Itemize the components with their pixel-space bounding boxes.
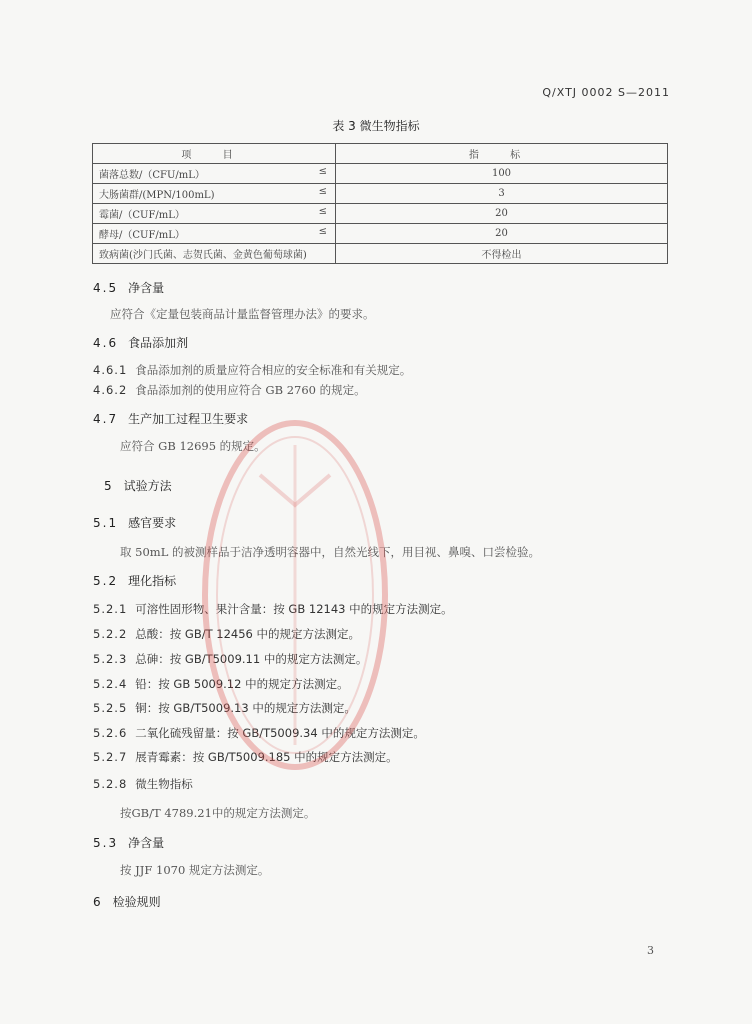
paragraph-4-5: 应符合《定量包装商品计量监督管理办法》的要求。 — [110, 307, 375, 321]
clause-5-2-4: 5.2.4 铅：按 GB 5009.12 中的规定方法测定。 — [93, 677, 349, 691]
table-row — [93, 184, 668, 204]
heading-6: 6 检验规则 — [93, 895, 161, 909]
paragraph-4-7: 应符合 GB 12695 的规定。 — [120, 439, 266, 453]
heading-5-2: 5.2 理化指标 — [93, 574, 177, 588]
clause-5-2-8: 5.2.8 微生物指标 — [93, 777, 193, 791]
table-row — [93, 204, 668, 224]
heading-4-7: 4.7 生产加工过程卫生要求 — [93, 412, 249, 426]
header-value: 指 标 — [336, 144, 668, 164]
clause-5-2-6: 5.2.6 二氧化硫残留量：按 GB/T5009.34 中的规定方法测定。 — [93, 726, 425, 740]
clause-5-2-2: 5.2.2 总酸：按 GB/T 12456 中的规定方法测定。 — [93, 627, 361, 641]
clause-5-2-1: 5.2.1 可溶性固形物、果汁含量：按 GB 12143 中的规定方法测定。 — [93, 602, 453, 616]
paragraph-5-3: 按 JJF 1070 规定方法测定。 — [120, 863, 270, 877]
clause-5-2-7: 5.2.7 展青霉素：按 GB/T5009.185 中的规定方法测定。 — [93, 750, 398, 764]
row-value: 3 — [336, 184, 668, 204]
heading-5: 5 试验方法 — [104, 479, 172, 493]
table-row — [93, 224, 668, 244]
clause-5-2-5: 5.2.5 铜：按 GB/T5009.13 中的规定方法测定。 — [93, 701, 356, 715]
clause-4-6-1: 4.6.1 食品添加剂的质量应符合相应的安全标准和有关规定。 — [93, 363, 412, 377]
microbiology-table — [92, 143, 668, 264]
row-value: 20 — [336, 224, 668, 244]
heading-5-1: 5.1 感官要求 — [93, 516, 177, 530]
table-row — [93, 244, 668, 264]
table-header-row — [93, 144, 668, 164]
row-item: 大肠菌群/(MPN/100mL) ≤ — [93, 184, 336, 204]
row-item: 致病菌(沙门氏菌、志贺氏菌、金黄色葡萄球菌) — [93, 244, 336, 264]
paragraph-5-1: 取 50mL 的被测样品于洁净透明容器中，自然光线下，用目视、鼻嗅、口尝检验。 — [120, 545, 540, 559]
row-item: 酵母/（CUF/mL） ≤ — [93, 224, 336, 244]
table-row — [93, 164, 668, 184]
page-number: 3 — [647, 944, 654, 957]
row-value: 不得检出 — [336, 244, 668, 264]
row-item: 菌落总数/（CFU/mL） ≤ — [93, 164, 336, 184]
heading-4-6: 4.6 食品添加剂 — [93, 336, 189, 350]
table-title: 表 3 微生物指标 — [332, 119, 420, 133]
row-value: 100 — [336, 164, 668, 184]
row-value: 20 — [336, 204, 668, 224]
header-item: 项 目 — [93, 144, 336, 164]
heading-5-3: 5.3 净含量 — [93, 836, 165, 850]
clause-5-2-3: 5.2.3 总砷：按 GB/T5009.11 中的规定方法测定。 — [93, 652, 368, 666]
clause-4-6-2: 4.6.2 食品添加剂的使用应符合 GB 2760 的规定。 — [93, 383, 366, 397]
paragraph-5-2-8: 按GB/T 4789.21中的规定方法测定。 — [120, 806, 316, 820]
document-code: Q/XTJ 0002 S—2011 — [542, 86, 670, 99]
row-item: 霉菌/（CUF/mL） ≤ — [93, 204, 336, 224]
heading-4-5: 4.5 净含量 — [93, 281, 165, 295]
